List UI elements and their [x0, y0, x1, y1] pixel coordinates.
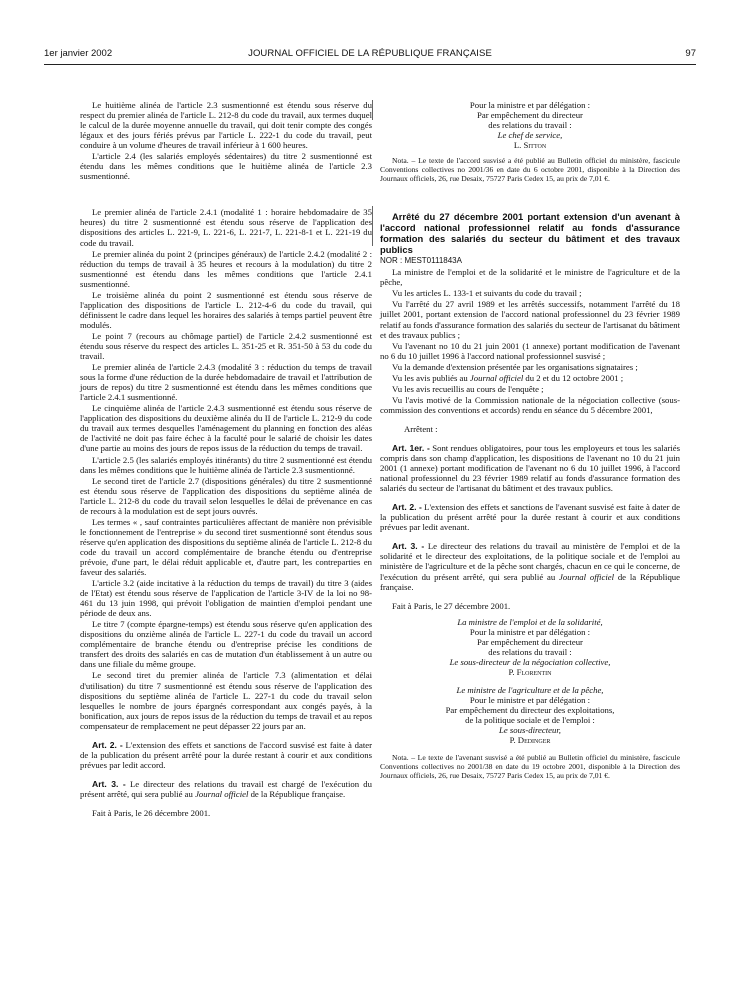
article-label: Art. 3. - — [392, 541, 425, 552]
visa — [380, 373, 680, 383]
paragraph: L'article 2.5 (les salariés employés itinérants) du titre 2 susmentionné est étendu dans les mêmes conditions que le huitième alinéa de l'article 2.3 susmentionné. — [80, 454, 372, 475]
journal-name: Journal officiel — [559, 571, 615, 582]
left-column — [80, 100, 372, 819]
article-label: Art. 3. - — [92, 778, 126, 789]
article-2 — [380, 502, 680, 532]
nota: Nota. – Le texte de l'accord susvisé a été publié au Bulletin officiel du ministère, fascicule Conventions collectives no 2001/36 en date du 6 octobre 2001, disponible à la Direction des Journaux officiels, 26, rue Desaix, 75727 Paris Cedex 15, au prix de 7,01 €. — [380, 156, 680, 184]
visa-text: Vu les avis publiés au — [392, 372, 470, 383]
signatory-name: P. Florentin — [508, 666, 552, 677]
paragraph: Le cinquième alinéa de l'article 2.4.3 susmentionné est étendu sous réserve de l'application des dispositions du deuxième alinéa du II de l'article L. 212-9 du code du travail aux termes desquelles l'aménagement du planning en fonction des aléas de l'activité ne doit pas faire échec à la faculté pour le salarié de choisir les dates d'une partie au moins des jours de repos issus de la réduction du temps de travail. — [80, 403, 372, 454]
signature-title: La ministre de l'emploi et de la solidarité, — [457, 616, 603, 627]
signature-line: de la politique sociale et de l'emploi : — [465, 715, 595, 726]
signature-line: Pour la ministre et par délégation : — [469, 100, 591, 110]
signing-date: Fait à Paris, le 27 décembre 2001. — [392, 600, 511, 611]
signatory-name: L. Sitton — [513, 140, 547, 151]
visa: Vu les articles L. 133-1 et suivants du code du travail ; — [392, 288, 582, 299]
signature-line: Pour la ministre et par délégation : — [469, 626, 591, 637]
article-label: Art. 2. - — [92, 739, 123, 750]
visa-text: du 2 et du 12 octobre 2001 ; — [523, 372, 624, 383]
signature-line: des relations du travail : — [488, 120, 572, 131]
issue-date: 1er janvier 2002 — [44, 48, 113, 59]
visa: Vu l'avis motivé de la Commission nationale de la négociation collective (sous-commission des conventions et accords) rendu en séance du 5 décembre 2001, — [380, 394, 680, 415]
article-2 — [80, 740, 372, 770]
article-label: Art. 1er. - — [392, 442, 430, 453]
column-divider-mid — [372, 206, 373, 246]
article-text: de la République française. — [380, 571, 680, 592]
signature-role: Le sous-directeur, — [499, 725, 561, 736]
paragraph: Les termes « , sauf contraintes particulières affectant de manière non prévisible le fonctionnement de l'entreprise » du second tiret susmentionné sont étendus sous réserve qu'en application des dispositions du septième alinéa de l'article L. 212-8 du code du travail un accord complémentaire de branche étendu ou d'entreprise prévoie, d'une part, le délai réduit applicable et, d'autre part, les contreparties en faveur des salariés. — [80, 516, 372, 578]
signature-role: Le chef de service, — [497, 130, 563, 141]
paragraph: Le huitième alinéa de l'article 2.3 susmentionné est étendu sous réserve du respect du premier alinéa de l'article L. 212-8 du code du travail, aux termes duquel le calcul de la durée moyenne annuelle du travail, qui doit tenir compte des congés légaux et des jours fériés prévus par l'article L. 222-1 du code du travail, peut conduire à un volume d'heures de travail inférieur à 1 600 heures. — [80, 100, 372, 151]
article-3 — [80, 779, 372, 799]
paragraph: Le premier alinéa de l'article 2.4.3 (modalité 3 : réduction du temps de travail sous la forme d'une réduction de la durée hebdomadaire de travail et l'attribution de jours de repos) du titre 2 susmentionné est étendu dans les mêmes conditions que l'article 2.4.1 susmentionné. — [80, 362, 372, 403]
article-text: L'extension des effets et sanctions de l'accord susvisé est faite à dater de la publication du présent arrêté pour la durée restant à courir et aux conditions prévues par ledit accord. — [80, 739, 372, 770]
visa: Vu la demande d'extension présentée par les organisations signataires ; — [392, 361, 638, 372]
article-text: Le directeur des relations du travail est chargé de l'exécution du présent arrêté, qui sera publié au — [80, 778, 372, 799]
journal-name: Journal officiel — [469, 372, 524, 383]
right-column — [380, 100, 680, 781]
article-3 — [380, 541, 680, 591]
article-1 — [380, 443, 680, 493]
article-label: Art. 2. - — [392, 502, 422, 513]
arretent: Arrêtent : — [404, 423, 438, 434]
paragraph: Le premier alinéa de l'article 2.4.1 (modalité 1 : horaire hebdomadaire de 35 heures) du titre 2 susmentionné est étendu sous réserve de l'application des dispositions des articles L. 221-9, L. 221-6, L. 221-7, L. 221-8-1 et L. 221-19 du code du travail. — [80, 207, 372, 248]
paragraph: L'article 3.2 (aide incitative à la réduction du temps de travail) du titre 3 (aides de l'Etat) est étendu sous réserve de l'application de l'article 3-IV de la loi no 98-461 du 13 juin 1998, qui prévoit l'obligation de maintien d'emploi pendant une période de deux ans. — [80, 578, 372, 619]
paragraph: Le titre 7 (compte épargne-temps) est étendu sous réserve qu'en application des dispositions du onzième alinéa de l'article L. 227-1 du code du travail un accord complémentaire de branche étendu ou d'entreprise précise les conditions de transfert des droits des salariés en cas de mutation d'un établissement à un autre ou dans une filiale du même groupe. — [80, 619, 372, 670]
nota: Nota. – Le texte de l'avenant susvisé a été publié au Bulletin officiel du ministère, fascicule Conventions collectives no 2001/38 en date du 19 octobre 2001, disponible à la Direction des Journaux officiels, 26, rue Desaix, 75727 Paris Cedex 15, au prix de 7,01 €. — [380, 753, 680, 781]
paragraph: Le point 7 (recours au chômage partiel) de l'article 2.4.2 susmentionné est étendu sous réserve du respect des articles L. 351-25 et R. 351-50 à 53 du code du travail. — [80, 330, 372, 362]
journal-title: JOURNAL OFFICIEL DE LA RÉPUBLIQUE FRANÇAISE — [248, 48, 492, 59]
signature-line: Pour le ministre et par délégation : — [469, 694, 591, 705]
signature-line: Par empêchement du directeur des exploitations, — [445, 705, 615, 716]
paragraph: Le premier alinéa du point 2 (principes généraux) de l'article 2.4.2 (modalité 2 : réduction du temps de travail à 35 heures et recours à la modulation) du titre 2 susmentionné est étendu dans les mêmes conditions que l'article 2.4.1 susmentionné. — [80, 248, 372, 289]
paragraph: L'article 2.4 (les salariés employés sédentaires) du titre 2 susmentionné est étendu dans les mêmes conditions que le huitième alinéa de l'article 2.3 susmentionné. — [80, 151, 372, 182]
signature-role: Le sous-directeur de la négociation collective, — [449, 656, 611, 667]
article-text: Sont rendues obligatoires, pour tous les employeurs et tous les salariés compris dans son champ d'application, les dispositions de l'avenant no 10 du 21 juin 2001 (1 annexe) portant modification de l'avenant no 6 du 10 juillet 1996, à l'accord national professionnel du 23 février 1989 relatif au fonds d'assurance formation des salariés du secteur de l'artisanat du bâtiment et des travaux publics. — [380, 442, 680, 494]
page-number: 97 — [685, 48, 696, 59]
paragraph: La ministre de l'emploi et de la solidarité et le ministre de l'agriculture et de la pêche, — [380, 267, 680, 288]
signatory-name: P. Dedinger — [509, 735, 551, 746]
article-text: L'extension des effets et sanctions de l'avenant susvisé est faite à dater de la publication du présent arrêté pour la durée restant à courir et aux conditions prévues par ledit avenant. — [380, 502, 680, 533]
arrete-title: Arrêté du 27 décembre 2001 portant extension d'un avenant à l'accord national professionnel relatif au fonds d'assurance formation des salariés du secteur du bâtiment et des travaux publics — [380, 211, 680, 256]
paragraph: Le second tiret du premier alinéa de l'article 7.3 (alimentation et délai d'utilisation) du titre 7 susmentionné est étendu sous réserve de l'application des dispositions du septième alinéa de l'article L. 227-1 du code du travail selon lesquelles le nombre de jours épargnés correspondant aux congés payés, à la bonification, aux jours de repos issus de la réduction du temps de travail et au repos compensateur de remplacement ne peut dépasser 22 jours par an. — [80, 670, 372, 731]
journal-name: Journal officiel — [195, 788, 249, 799]
signing-date: Fait à Paris, le 26 décembre 2001. — [92, 808, 211, 818]
paragraph: Le second tiret de l'article 2.7 (dispositions générales) du titre 2 susmentionné est étendu sous réserve de l'application des dispositions du septième alinéa de l'article L. 212-8 du code du travail selon lesquelles le délai de prévenance en cas de recours à la modulation est de sept jours ouvrés. — [80, 475, 372, 516]
article-text: de la République française. — [248, 788, 346, 799]
signature-line: Par empêchement du directeur — [477, 110, 583, 121]
signature-line: des relations du travail : — [488, 646, 572, 657]
signature-line: Par empêchement du directeur — [477, 636, 583, 647]
visa: Vu les avis recueillis au cours de l'enquête ; — [392, 383, 544, 394]
article-text: Le directeur des relations du travail au ministère de l'emploi et de la solidarité et le directeur des exploitations, de la politique sociale et de l'emploi au ministère de l'agriculture et de la pêche sont chargés, chacun en ce qui le concerne, de l'exécution du présent arrêté, qui sera publié au — [380, 541, 680, 582]
nor-reference: NOR : MEST0111843A — [380, 256, 462, 266]
page-header — [44, 48, 696, 64]
visa: Vu l'avenant no 10 du 21 juin 2001 (1 annexe) portant modification de l'avenant no 6 du 10 juillet 1996 à l'accord national professionnel susvisé ; — [380, 340, 680, 361]
header-rule — [44, 64, 696, 65]
paragraph: Le troisième alinéa du point 2 susmentionné est étendu sous réserve de l'application des dispositions de l'article L. 212-4-6 du code du travail, qui définissent le cadre dans lequel les horaires des salariés à temps partiel peuvent être modulés. — [80, 289, 372, 330]
visa: Vu l'arrêté du 27 avril 1989 et les arrêtés successifs, notamment l'arrêté du 18 juillet 2001, portant extension de l'accord national professionnel du 23 février 1989 relatif au fonds d'assurance formation des salariés du secteur de l'artisanat du bâtiment et des travaux publics ; — [380, 299, 680, 340]
column-divider-top — [372, 100, 373, 120]
signature-title: Le ministre de l'agriculture et de la pêche, — [456, 684, 604, 695]
